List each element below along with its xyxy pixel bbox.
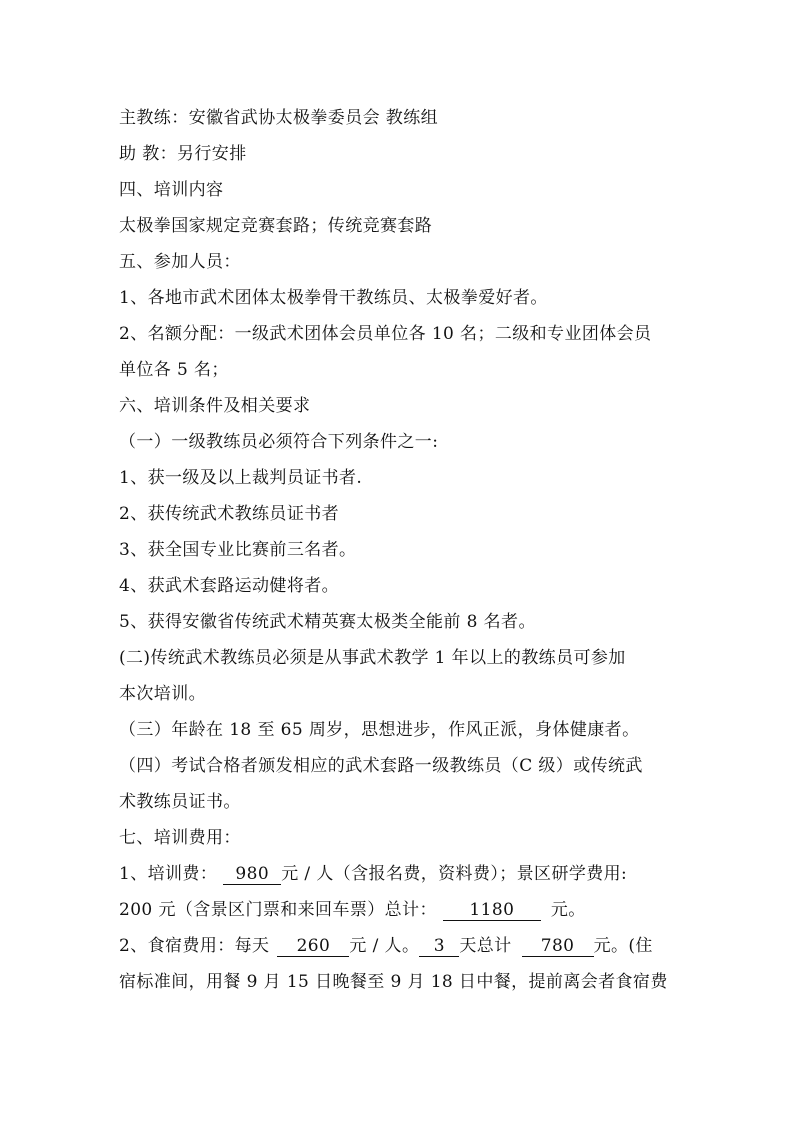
training-fee-value: 980: [223, 865, 281, 885]
lodging-fee-line: [119, 935, 679, 957]
section-6-heading: 六、培训条件及相关要求: [119, 396, 311, 416]
condition-item-3: 3、获全国专业比赛前三名者。: [119, 540, 357, 560]
condition-4-line: （四）考试合格者颁发相应的武术套路一级教练员（C 级）或传统武: [119, 756, 643, 776]
condition-2-cont: 本次培训。: [119, 684, 206, 704]
assistant-coach-line: 助 教：另行安排: [119, 144, 247, 164]
condition-1-heading: （一）一级教练员必须符合下列条件之一:: [119, 432, 439, 452]
lodging-fee-label: 2、食宿费用：每天: [119, 936, 270, 956]
condition-3-line: （三）年龄在 18 至 65 周岁，思想进步，作风正派，身体健康者。: [119, 720, 640, 740]
chief-coach-line: 主教练：安徽省武协太极拳委员会 教练组: [119, 108, 439, 128]
section-7-heading: 七、培训费用：: [119, 828, 241, 848]
participants-item-2-cont: 单位各 5 名；: [119, 360, 229, 380]
total-fee-unit: 元。: [550, 900, 586, 920]
condition-4-cont: 术教练员证书。: [119, 792, 241, 812]
total-fee-value: 1180: [443, 901, 541, 921]
days-label: 天总计: [459, 936, 512, 956]
daily-fee-value: 260: [277, 937, 349, 957]
condition-item-5: 5、获得安徽省传统武术精英赛太极类全能前 8 名者。: [119, 612, 536, 632]
lodging-total-unit: 元。(住: [593, 936, 653, 956]
participants-item-1: 1、各地市武术团体太极拳骨干教练员、太极拳爱好者。: [119, 288, 548, 308]
daily-fee-unit: 元 / 人。: [349, 936, 420, 956]
training-fee-line: [119, 863, 679, 885]
total-fee-line: [119, 899, 679, 921]
lodging-total-value: 780: [522, 937, 594, 957]
section-5-heading: 五、参加人员：: [119, 252, 241, 272]
training-content-line: 太极拳国家规定竞赛套路；传统竞赛套路: [119, 216, 433, 236]
lodging-note-line: 宿标准间，用餐 9 月 15 日晚餐至 9 月 18 日中餐，提前离会者食宿费: [119, 972, 668, 992]
condition-item-2: 2、获传统武术教练员证书者: [119, 504, 340, 524]
days-value: 3: [419, 937, 459, 957]
condition-item-4: 4、获武术套路运动健将者。: [119, 576, 340, 596]
section-4-heading: 四、培训内容: [119, 180, 224, 200]
training-fee-label: 1、培训费：: [119, 864, 218, 884]
training-fee-desc: 元 / 人（含报名费，资料费）；景区研学费用:: [281, 864, 628, 884]
total-fee-label: 200 元（含景区门票和来回车票）总计：: [119, 900, 437, 920]
condition-item-1: 1、获一级及以上裁判员证书者.: [119, 468, 363, 488]
participants-item-2: 2、名额分配：一级武术团体会员单位各 10 名；二级和专业团体会员: [119, 324, 652, 344]
condition-2-line: (二)传统武术教练员必须是从事武术教学 1 年以上的教练员可参加: [119, 648, 626, 668]
